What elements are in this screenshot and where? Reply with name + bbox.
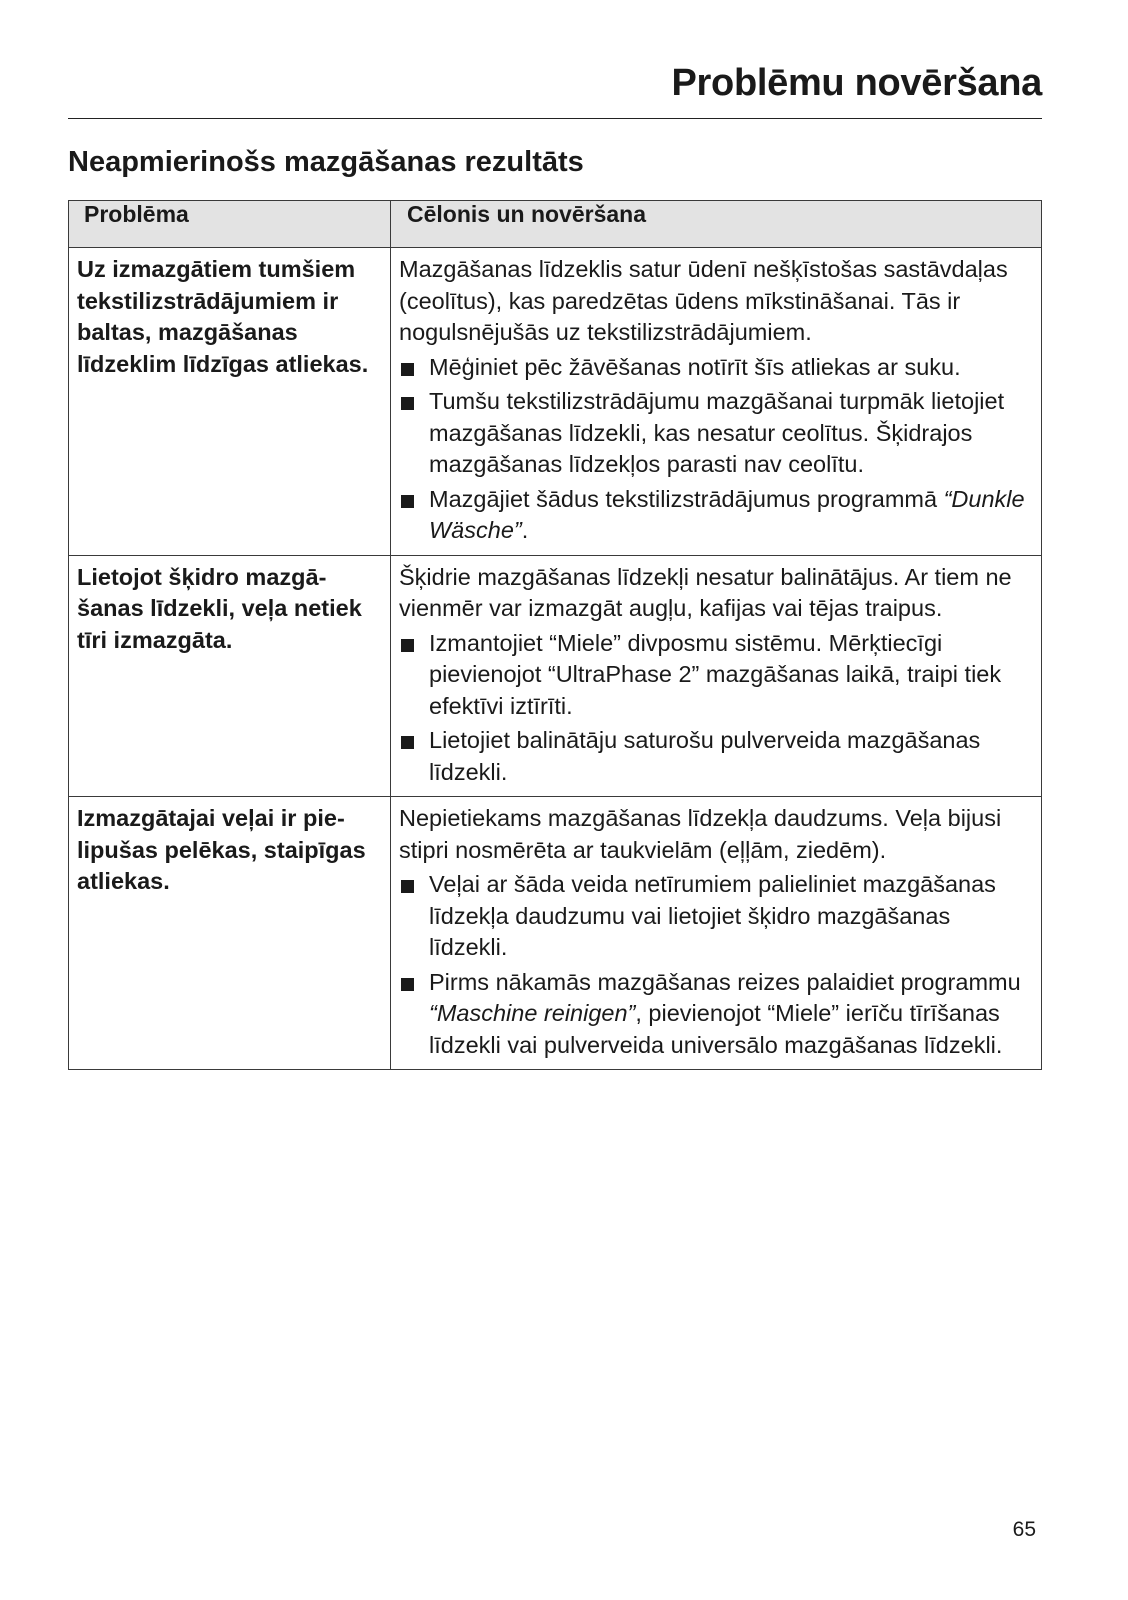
problem-cell: Izmazgātajai veļai ir pielipušas pelēkas, staipīgas atliekas. [69,797,391,1070]
section-title: Neapmierinošs mazgāšanas rezultāts [68,146,584,178]
cause-cell [391,248,1042,556]
table-row [69,797,1042,1070]
square-bullet-icon [401,363,414,376]
page-header-title: Problēmu novēršana [671,62,1042,104]
cause-cell [391,555,1042,797]
cause-text: Šķidrie mazgāšanas līdzekļi nesatur balinātājus. Ar tiem ne vienmēr var izmazgāt augļu, kafijas vai tējas traipus. [399,563,1012,621]
remedy-text [429,969,1021,1058]
column-header-problem: Problēma [69,201,391,248]
program-name: “Maschine reinigen” [429,1000,636,1026]
remedy-text-part: , pievienojot “Miele” ierīču tīrīšanas līdzekli vai pulverveida universālo mazgāšanas līdzekli. [429,1000,1003,1058]
cause-text: Nepietiekams mazgāšanas līdzekļa daudzums. Veļa bijusi stipri nosmērēta ar taukvielām (eļļām, ziedēm). [399,805,1002,863]
remedy-item [399,725,1035,788]
remedy-item [399,386,1035,481]
table-row [69,248,1042,556]
problem-cell: Uz izmazgātiem tumšiem tekstilizstrādājumiem ir baltas, mazgāšanas līdzeklim līdzīgas atliekas. [69,248,391,556]
remedy-text-part: . [521,517,529,543]
cause-cell [391,797,1042,1070]
remedy-text: Veļai ar šāda veida netīrumiem palieliniet mazgāšanas līdzekļa daudzumu vai lietojiet šķidro mazgāšanas līdzekli. [429,871,996,960]
page-number: 65 [1012,1518,1036,1541]
remedy-text: Tumšu tekstilizstrādājumu mazgāšanai turpmāk lietojiet mazgāšanas līdzekli, kas nesatur ceolītus. Šķidrajos mazgāšanas līdzekļos parasti nav ceolītu. [429,388,1005,477]
program-name: “Dunkle Wäsche” [429,485,1025,543]
remedy-text [429,486,1025,544]
troubleshooting-table [68,200,1042,1070]
remedy-text: Lietojiet balinātāju saturošu pulverveida mazgāšanas līdzekli. [429,727,981,785]
remedy-item [399,869,1035,964]
remedy-item [399,484,1035,547]
column-header-cause: Cēlonis un novēršana [391,201,1042,248]
remedy-item [399,628,1035,723]
remedy-text-part: Mazgājiet šādus tekstilizstrādājumus programmā [429,485,944,512]
square-bullet-icon [401,639,414,652]
remedy-text-part: Pirms nākamās mazgāšanas reizes palaidiet programmu [429,968,1021,995]
table-row [69,555,1042,797]
remedy-text: Mēģiniet pēc žāvēšanas notīrīt šīs atliekas ar suku. [429,353,961,380]
square-bullet-icon [401,495,414,508]
square-bullet-icon [401,397,414,410]
square-bullet-icon [401,736,414,749]
remedy-item [399,352,1035,384]
remedy-text: Izmantojiet “Miele” divposmu sistēmu. Mērķtiecīgi pievienojot “UltraPhase 2” mazgāšanas laikā, traipi tiek efektīvi iztīrīti. [429,629,1002,719]
table-header-row [69,201,1042,248]
cause-text: Mazgāšanas līdzeklis satur ūdenī nešķīstošas sastāvdaļas (ceolītus), kas paredzētas ūdens mīkstināšanai. Tās ir nogulsnējušās uz tekstilizstrādājumiem. [399,256,1008,345]
square-bullet-icon [401,880,414,893]
square-bullet-icon [401,978,414,991]
problem-cell: Lietojot šķidro mazgāšanas līdzekli, veļa netiek tīri izmazgāta. [69,555,391,797]
remedy-item [399,967,1035,1062]
header-divider [68,118,1042,119]
